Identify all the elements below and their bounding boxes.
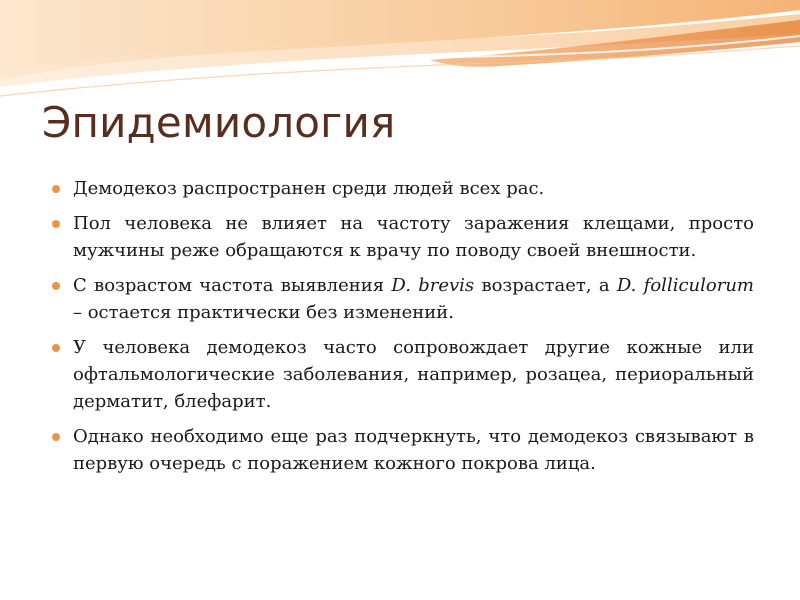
bullet-list [50,175,754,485]
bullet-dot-icon [52,433,60,441]
bullet-text: Пол человека не влияет на частоту заражения клещами, просто мужчины реже обращаются к врачу по поводу своей внешности. [73,213,754,261]
bullet-text: Демодекоз распространен среди людей всех рас. [73,178,545,199]
species-name: D. brevis [391,275,475,296]
bullet-dot-icon [52,220,60,228]
bullet-item [50,334,754,415]
bullet-item [50,423,754,477]
bullet-item [50,175,754,202]
ribbon-decoration [0,0,800,110]
bullet-text: С возрастом частота выявления [73,275,392,296]
bullet-text: возрастает, а [474,275,617,296]
bullet-dot-icon [52,282,60,290]
bullet-text: – остается практически без изменений. [73,302,455,323]
bullet-item [50,210,754,264]
bullet-dot-icon [52,185,60,193]
bullet-text: У человека демодекоз часто сопровождает другие кожные или офтальмологические заболевания, например, розацеа, периоральный дерматит, блефарит. [73,337,754,412]
species-name: D. folliculorum [616,275,754,296]
bullet-dot-icon [52,344,60,352]
bullet-text: Однако необходимо еще раз подчеркнуть, что демодекоз связывают в первую очередь с поражением кожного покрова лица. [73,426,754,474]
bullet-item [50,272,754,326]
slide-title: Эпидемиология [42,98,396,147]
